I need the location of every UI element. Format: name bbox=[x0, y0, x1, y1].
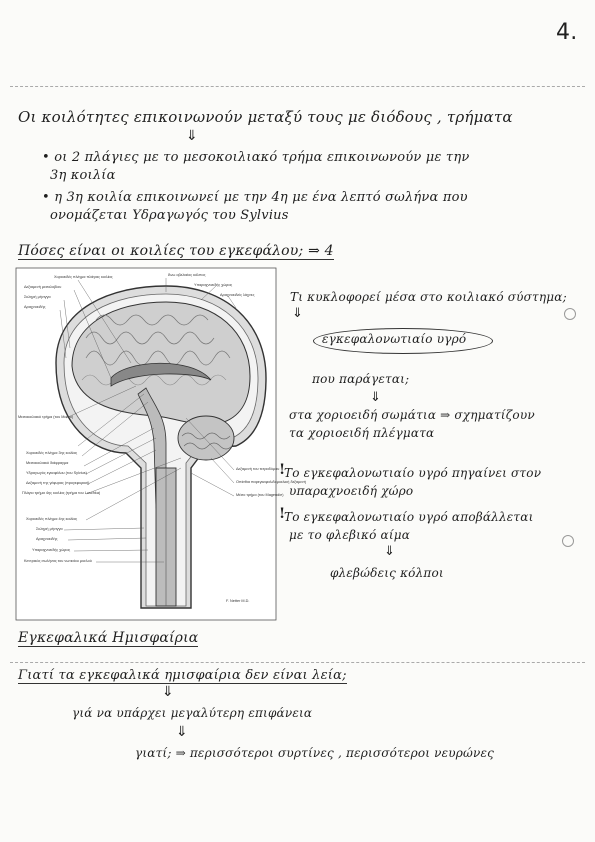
answer-line: γιατί; ⇒ περισσότεροι συρτίνες , περισσότεροι νευρώνες bbox=[135, 746, 495, 760]
figure-label: Κεντρικός σωλήνας του νωτιαίου μυελού bbox=[24, 559, 92, 563]
note-result: φλεβώδεις κόλποι bbox=[330, 566, 444, 580]
note-line: στα χοριοειδή σωμάτια ⇒ σχηματίζουν bbox=[289, 408, 535, 422]
ruled-line bbox=[10, 662, 585, 663]
note-line: με το φλεβικό αίμα bbox=[289, 528, 411, 542]
figure-label: Δεξιαμενή μεσολοβίου bbox=[24, 285, 62, 289]
figure-label: Υπαραχνοειδής χώρος bbox=[194, 283, 233, 287]
bullet-line: • οι 2 πλάγιες με το μεσοκοιλιακό τρήμα επικοινωνούν με την bbox=[42, 150, 470, 165]
note-question: που παράγεται; bbox=[312, 372, 410, 386]
figure-label: Σκληρή μήνιγγα bbox=[24, 295, 51, 299]
down-arrow-icon: ⇓ bbox=[162, 684, 174, 700]
section-heading: Οι κοιλότητες επικοινωνούν μεταξύ τους με διόδους , τρήματα bbox=[18, 108, 513, 126]
figure-label: Υπαραχνοειδής χώρος bbox=[32, 548, 71, 552]
down-arrow-icon: ⇓ bbox=[384, 544, 395, 559]
margin-mark bbox=[562, 535, 574, 547]
figure-label: Πλάγιο τρήμα 4ης κοιλίας (τρήμα του Luschka) bbox=[22, 491, 101, 495]
figure-label: Χοριοειδές πλέγμα 4ης κοιλίας bbox=[26, 517, 78, 521]
note-line: τα χοριοειδή πλέγματα bbox=[289, 426, 435, 440]
figure-label: Δεξαμενή της γέφυρας (προγεφυρική) bbox=[26, 481, 90, 485]
figure-label: Μέσο τρήμα (του Magendie) bbox=[236, 493, 284, 497]
note-answer: εγκεφαλονωτιαίο υγρό bbox=[322, 332, 467, 346]
figure-label: Υδραγωγός εγκεφάλου (του Sylvius) bbox=[26, 471, 87, 475]
down-arrow-icon: ⇓ bbox=[292, 306, 303, 321]
page-number: 4. bbox=[556, 20, 578, 45]
figure-label: Αραχνοειδής bbox=[24, 305, 46, 309]
figure-label: Χοριοειδές πλέγμα 3ης κοιλίας bbox=[26, 451, 78, 455]
figure-label: Μεσοκοιλιακό τρήμα (του Monro) bbox=[18, 415, 74, 419]
bullet-line: • η 3η κοιλία επικοινωνεί με την 4η με ένα λεπτό σωλήνα που bbox=[42, 190, 468, 205]
note-question: Τι κυκλοφορεί μέσα στο κοιλιακό σύστημα; bbox=[290, 290, 567, 304]
note-marker: ! bbox=[279, 506, 286, 522]
answer-line: γιά να υπάρχει μεγαλύτερη επιφάνεια bbox=[72, 706, 313, 720]
figure-signature: F. Netter M.D. bbox=[226, 599, 250, 603]
figure-label: Σκληρή μήνιγγα bbox=[36, 527, 63, 531]
question-heading: Γιατί τα εγκεφαλικά ημισφαίρια δεν είναι λεία; bbox=[18, 668, 347, 683]
note-line: Το εγκεφαλονωτιαίο υγρό πηγαίνει στον bbox=[284, 466, 542, 480]
bullet-line: 3η κοιλία bbox=[50, 168, 116, 183]
down-arrow-icon: ⇓ bbox=[186, 128, 198, 144]
brain-ventricles-figure bbox=[16, 268, 306, 620]
bullet-line: ονομάζεται Υδραγωγός του Sylvius bbox=[50, 208, 289, 223]
figure-labels bbox=[16, 268, 306, 620]
down-arrow-icon: ⇓ bbox=[370, 390, 381, 405]
section-heading: Εγκεφαλικά Ημισφαίρια bbox=[18, 630, 199, 646]
figure-label: Αραχνοειδείς λάχνες bbox=[220, 293, 255, 297]
question-heading: Πόσες είναι οι κοιλίες του εγκεφάλου; ⇒ 4 bbox=[18, 243, 334, 259]
figure-label: Οπίσθια παρεγκεφαλιδομυελική δεξαμενή bbox=[236, 480, 306, 484]
figure-label: Δεξαμενή του τετραδύμου bbox=[236, 467, 280, 471]
note-line: υπαραχνοειδή χώρο bbox=[289, 484, 414, 498]
down-arrow-icon: ⇓ bbox=[176, 724, 188, 740]
note-line: Το εγκεφαλονωτιαίο υγρό αποβάλλεται bbox=[284, 510, 534, 524]
figure-label: Χοριοειδές πλέγμα πλάγιας κοιλίας bbox=[54, 275, 113, 279]
margin-mark bbox=[564, 308, 576, 320]
figure-label: Αραχνοειδής bbox=[36, 537, 58, 541]
figure-label: Άνω οβελιαίος κόλπος bbox=[168, 273, 206, 277]
ruled-line bbox=[10, 86, 585, 87]
note-marker: ! bbox=[279, 462, 286, 478]
figure-label: Μεσοκοιλιακό διάφραγμα bbox=[26, 461, 69, 465]
